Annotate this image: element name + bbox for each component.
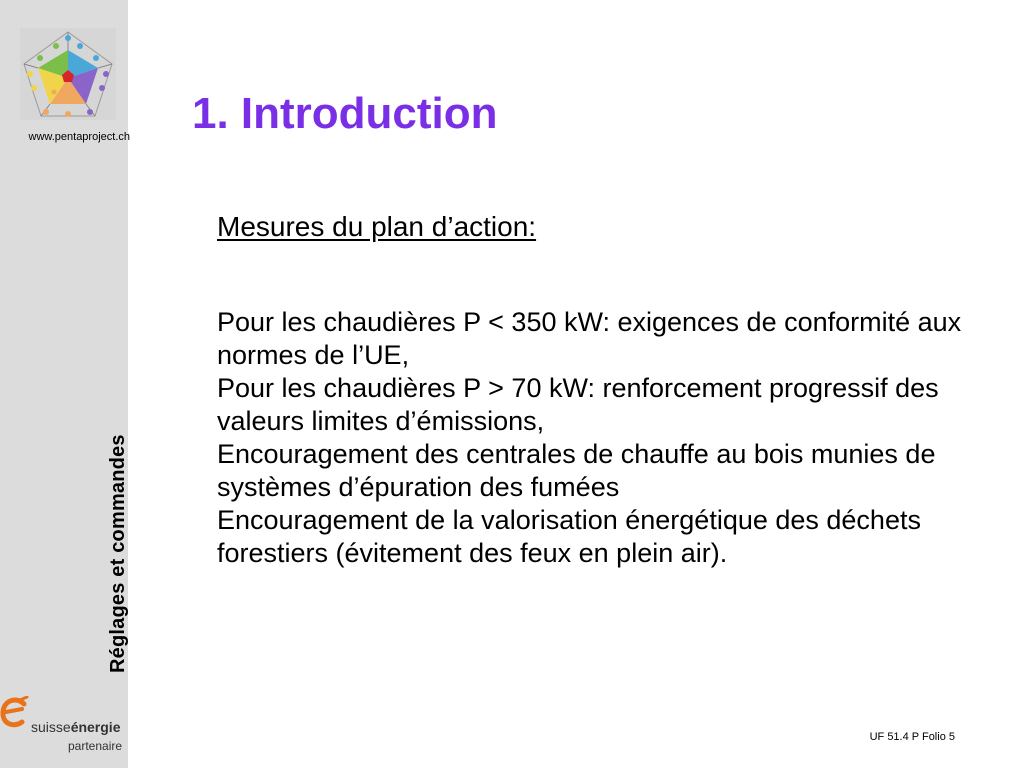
sidebar [0, 0, 128, 768]
list-item: Pour les chaudières P < 350 kW: exigences de conformité aux normes de l’UE, [217, 307, 962, 370]
partner-name-bold: énergie [70, 719, 121, 735]
site-url: www.pentaproject.ch [28, 131, 130, 143]
suisseenergie-partner-logo [0, 696, 150, 758]
slide-subtitle: Mesures du plan d’action: [217, 211, 537, 242]
partner-name-prefix: suisse [31, 719, 71, 735]
list-item: Encouragement des centrales de chauffe au bois munies de systèmes d’épuration des fumées [217, 439, 936, 502]
slide-title: 1. Introduction [192, 89, 498, 138]
partner-name [31, 719, 121, 735]
suisseenergie-e-icon [0, 696, 30, 736]
sidebar-section-label: Réglages et commandes [107, 434, 129, 673]
list-item: Encouragement de la valorisation énergétique des déchets forestiers (évitement des feux en plein air). [217, 505, 921, 568]
partner-subtitle: partenaire [68, 739, 123, 753]
pentaproject-logo-icon [20, 28, 116, 120]
list-item: Pour les chaudières P > 70 kW: renforcement progressif des valeurs limites d’émissions, [217, 373, 939, 436]
footer-folio: UF 51.4 P Folio 5 [869, 731, 955, 743]
measures-list [217, 306, 987, 570]
